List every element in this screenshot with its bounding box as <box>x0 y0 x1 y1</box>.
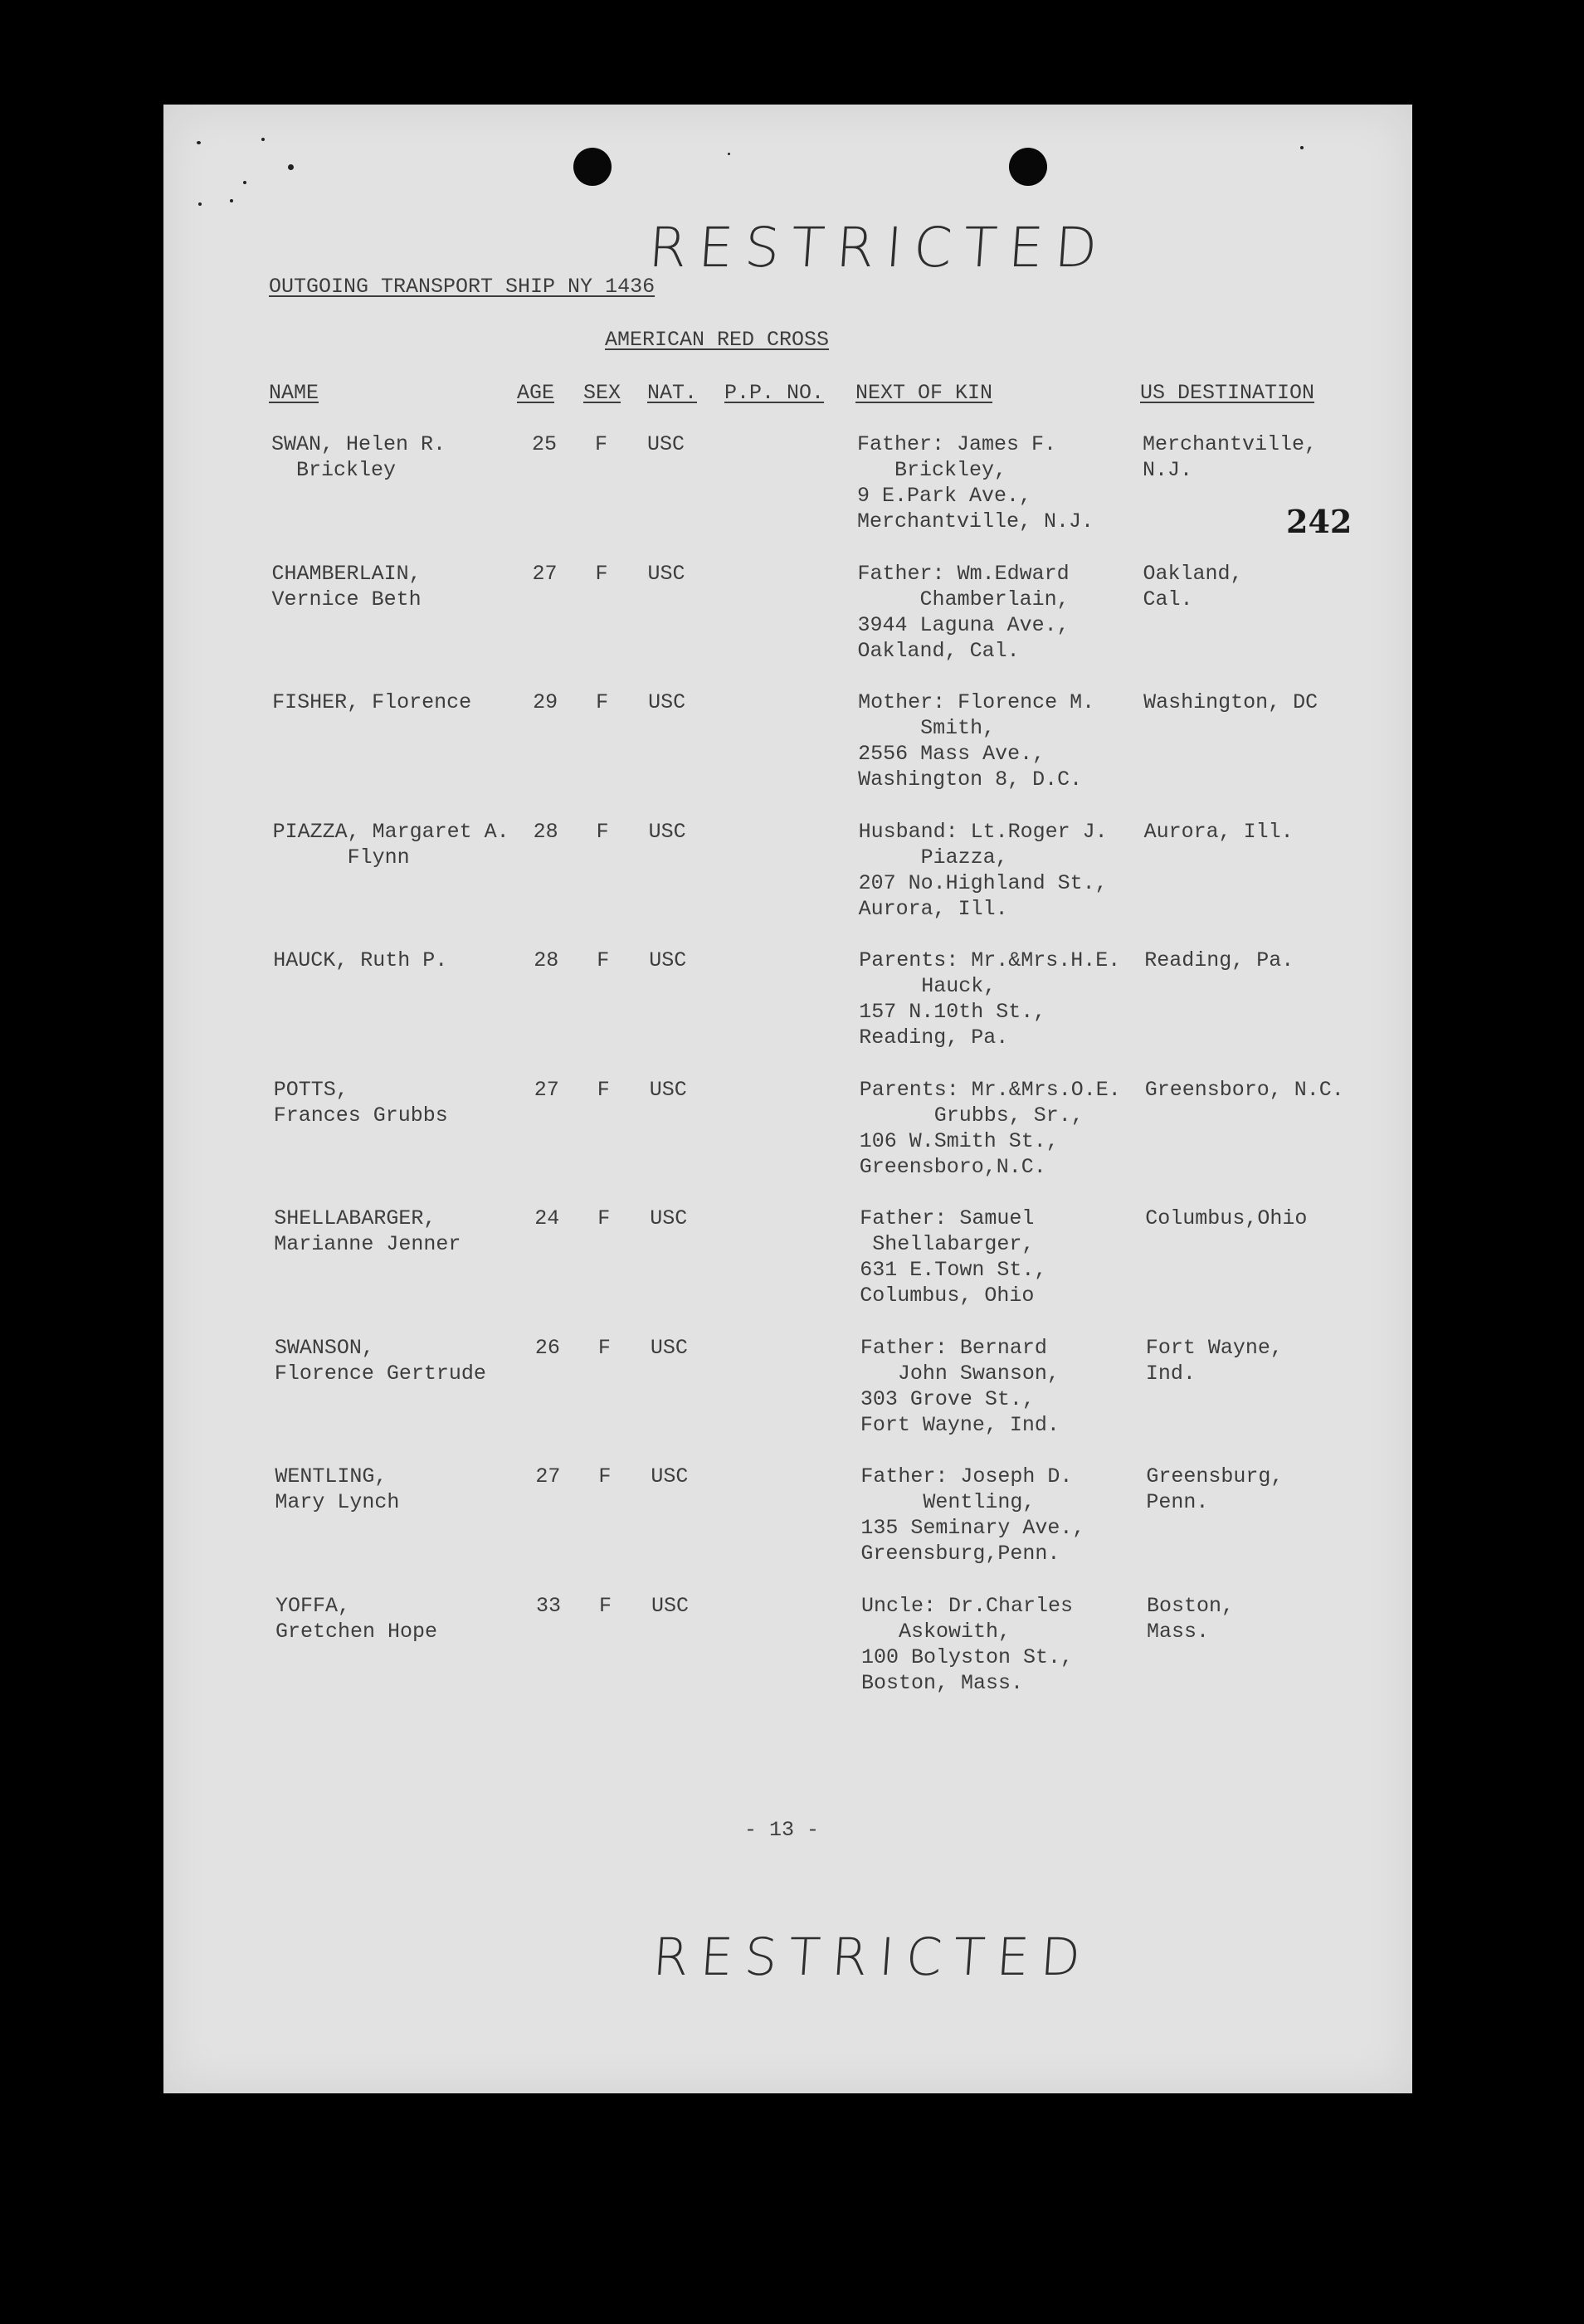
kin-line: Washington 8, D.C. <box>858 767 1083 792</box>
kin-line: 106 W.Smith St., <box>859 1128 1059 1153</box>
cell-age: 33 <box>535 1593 561 1618</box>
cell-kin <box>857 431 1094 534</box>
name-line: YOFFA, <box>275 1593 350 1618</box>
cell-name <box>271 431 446 483</box>
kin-line: Parents: Mr.&Mrs.H.E. <box>859 948 1121 972</box>
kin-line: Parents: Mr.&Mrs.O.E. <box>859 1077 1121 1102</box>
cell-kin <box>859 948 1120 1050</box>
kin-line: Greensburg,Penn. <box>860 1542 1060 1566</box>
cell-sex: F <box>597 1206 611 1230</box>
kin-line: 2556 Mass Ave., <box>858 742 1045 766</box>
name-line: Marianne Jenner <box>274 1232 461 1256</box>
cell-dest <box>1143 431 1317 483</box>
kin-line: Brickley, <box>857 458 1007 482</box>
cell-dest <box>1144 948 1294 973</box>
kin-line: Piazza, <box>858 845 1008 870</box>
cell-dest <box>1145 1206 1307 1231</box>
cell-sex: F <box>597 1077 610 1102</box>
cell-nat: USC <box>648 819 686 844</box>
cell-age: 24 <box>534 1206 560 1230</box>
cell-nat: USC <box>649 1077 687 1102</box>
kin-line: Smith, <box>858 716 996 740</box>
cell-kin <box>860 1464 1084 1566</box>
cell-dest <box>1143 561 1243 612</box>
dest-line: Penn. <box>1146 1490 1209 1514</box>
kin-line: Father: Joseph D. <box>860 1464 1073 1488</box>
punch-hole-left <box>573 148 612 186</box>
kin-line: Askowith, <box>860 1619 1011 1644</box>
cell-name <box>273 948 447 973</box>
name-line: Mary Lynch <box>275 1490 400 1514</box>
kin-line: Columbus, Ohio <box>860 1284 1035 1308</box>
cell-age: 27 <box>532 561 558 586</box>
kin-line: Father: James F. <box>857 432 1057 456</box>
dest-line: Aurora, Ill. <box>1143 819 1294 844</box>
cell-nat: USC <box>651 1593 689 1618</box>
kin-line: Aurora, Ill. <box>858 896 1008 921</box>
cell-kin <box>860 1335 1060 1438</box>
cell-name <box>275 1464 399 1515</box>
kin-line: Merchantville, N.J. <box>857 509 1094 533</box>
speck <box>197 141 201 144</box>
kin-line: John Swanson, <box>860 1361 1060 1386</box>
name-line: Florence Gertrude <box>274 1361 486 1386</box>
dest-line: Boston, <box>1146 1593 1234 1618</box>
cell-age: 28 <box>534 948 559 972</box>
cell-sex: F <box>598 1464 612 1488</box>
cell-name <box>274 1206 461 1257</box>
cell-nat: USC <box>649 948 687 972</box>
cell-age: 25 <box>532 432 558 456</box>
kin-line: Hauck, <box>859 974 997 998</box>
dest-line: Greensboro, N.C. <box>1144 1077 1344 1102</box>
kin-line: Mother: Florence M. <box>858 690 1095 714</box>
cell-nat: USC <box>647 561 685 586</box>
kin-line: Father: Bernard <box>860 1335 1047 1360</box>
document-page <box>163 105 1412 2093</box>
cell-kin <box>860 1077 1121 1180</box>
speck <box>288 164 294 170</box>
restricted-handwritten-bottom: RESTRICTED <box>651 1927 1094 1987</box>
cell-nat: USC <box>650 1335 688 1360</box>
page-number: - 13 - <box>744 1818 820 1842</box>
dest-line: Oakland, <box>1143 561 1243 586</box>
header-pp-no: P.P. NO. <box>724 381 825 405</box>
cell-age: 27 <box>535 1464 561 1488</box>
speck <box>230 199 233 202</box>
cell-sex: F <box>597 948 610 972</box>
kin-line: Reading, Pa. <box>859 1026 1009 1050</box>
page-stamp-number: 242 <box>1286 503 1352 540</box>
kin-line: Greensboro,N.C. <box>859 1154 1046 1179</box>
name-line: Flynn <box>272 845 410 870</box>
dest-line: Washington, DC <box>1143 690 1318 714</box>
dest-line: Fort Wayne, <box>1145 1335 1283 1360</box>
name-line: Vernice Beth <box>271 587 422 611</box>
kin-line: 3944 Laguna Ave., <box>857 612 1070 637</box>
dest-line: Greensburg, <box>1146 1464 1284 1488</box>
kin-line: Chamberlain, <box>857 587 1070 611</box>
header-name: NAME <box>269 381 319 405</box>
kin-line: Uncle: Dr.Charles <box>860 1593 1073 1618</box>
cell-nat: USC <box>647 432 685 456</box>
cell-kin <box>860 1206 1046 1308</box>
cell-dest <box>1147 1593 1234 1644</box>
dest-line: N.J. <box>1143 458 1193 482</box>
header-age: AGE <box>517 381 555 405</box>
name-line: SWAN, Helen R. <box>271 432 446 456</box>
speck <box>243 181 246 184</box>
cell-sex: F <box>597 1335 611 1360</box>
cell-sex: F <box>595 561 608 586</box>
name-line: Gretchen Hope <box>275 1619 437 1644</box>
name-line: SHELLABARGER, <box>274 1206 436 1230</box>
name-line: FISHER, Florence <box>272 690 472 714</box>
header-next-of-kin: NEXT OF KIN <box>855 381 993 405</box>
dest-line: Ind. <box>1145 1361 1196 1386</box>
cell-name <box>272 561 422 612</box>
kin-line: 631 E.Town St., <box>860 1258 1047 1282</box>
cell-nat: USC <box>648 690 686 714</box>
cell-sex: F <box>596 690 609 714</box>
cell-kin <box>858 561 1070 664</box>
dest-line: Cal. <box>1143 587 1193 611</box>
name-line: CHAMBERLAIN, <box>271 561 422 586</box>
restricted-handwritten-top: RESTRICTED <box>646 216 1111 280</box>
kin-line: Shellabarger, <box>860 1232 1035 1256</box>
punch-hole-right <box>1009 148 1047 186</box>
kin-line: Husband: Lt.Roger J. <box>858 819 1108 844</box>
cell-nat: USC <box>650 1206 688 1230</box>
cell-dest <box>1145 1077 1344 1103</box>
cell-kin <box>859 819 1108 922</box>
cell-name <box>274 1077 448 1128</box>
kin-line: 207 No.Highland St., <box>858 870 1108 895</box>
dest-line: Reading, Pa. <box>1144 948 1294 972</box>
kin-line: Wentling, <box>860 1490 1036 1514</box>
cell-dest <box>1146 1464 1283 1515</box>
cell-sex: F <box>598 1593 612 1618</box>
ship-title: OUTGOING TRANSPORT SHIP NY 1436 <box>269 275 656 299</box>
cell-name <box>275 1593 437 1644</box>
speck <box>198 202 202 206</box>
organization-heading: AMERICAN RED CROSS <box>605 328 830 352</box>
cell-name <box>272 689 471 715</box>
name-line: Frances Grubbs <box>273 1103 448 1128</box>
header-nat: NAT. <box>647 381 698 405</box>
name-line: HAUCK, Ruth P. <box>273 948 448 972</box>
kin-line: 9 E.Park Ave., <box>857 484 1032 508</box>
name-line: SWANSON, <box>274 1335 374 1360</box>
cell-dest <box>1143 689 1318 715</box>
kin-line: Father: Wm.Edward <box>857 561 1070 586</box>
kin-line: Father: Samuel <box>860 1206 1035 1230</box>
cell-dest <box>1144 819 1294 845</box>
kin-line: 100 Bolyston St., <box>860 1644 1073 1669</box>
speck <box>261 138 265 141</box>
name-line: POTTS, <box>273 1077 348 1102</box>
cell-kin <box>861 1593 1073 1696</box>
name-line: PIAZZA, Margaret A. <box>272 819 509 844</box>
cell-dest <box>1146 1335 1283 1386</box>
cell-age: 26 <box>534 1335 560 1360</box>
kin-line: Oakland, Cal. <box>857 638 1020 663</box>
kin-line: 135 Seminary Ave., <box>860 1516 1085 1540</box>
cell-name <box>275 1335 486 1386</box>
cell-age: 28 <box>533 819 558 844</box>
kin-line: 303 Grove St., <box>860 1386 1035 1411</box>
kin-line: Fort Wayne, Ind. <box>860 1412 1060 1437</box>
header-us-destination: US DESTINATION <box>1140 381 1315 405</box>
dest-line: Columbus,Ohio <box>1145 1206 1308 1230</box>
cell-sex: F <box>596 819 609 844</box>
header-sex: SEX <box>583 381 621 405</box>
name-line: WENTLING, <box>275 1464 387 1488</box>
speck <box>1300 146 1304 149</box>
cell-nat: USC <box>651 1464 689 1488</box>
dest-line: Mass. <box>1146 1619 1209 1644</box>
kin-line: Boston, Mass. <box>860 1670 1023 1695</box>
cell-name <box>273 819 509 870</box>
cell-sex: F <box>595 432 608 456</box>
cell-kin <box>858 689 1094 792</box>
dest-line: Merchantville, <box>1143 432 1318 456</box>
cell-age: 27 <box>534 1077 559 1102</box>
speck <box>728 153 730 155</box>
cell-age: 29 <box>533 690 558 714</box>
name-line: Brickley <box>271 458 397 482</box>
kin-line: 157 N.10th St., <box>859 1000 1046 1024</box>
kin-line: Grubbs, Sr., <box>859 1103 1084 1128</box>
